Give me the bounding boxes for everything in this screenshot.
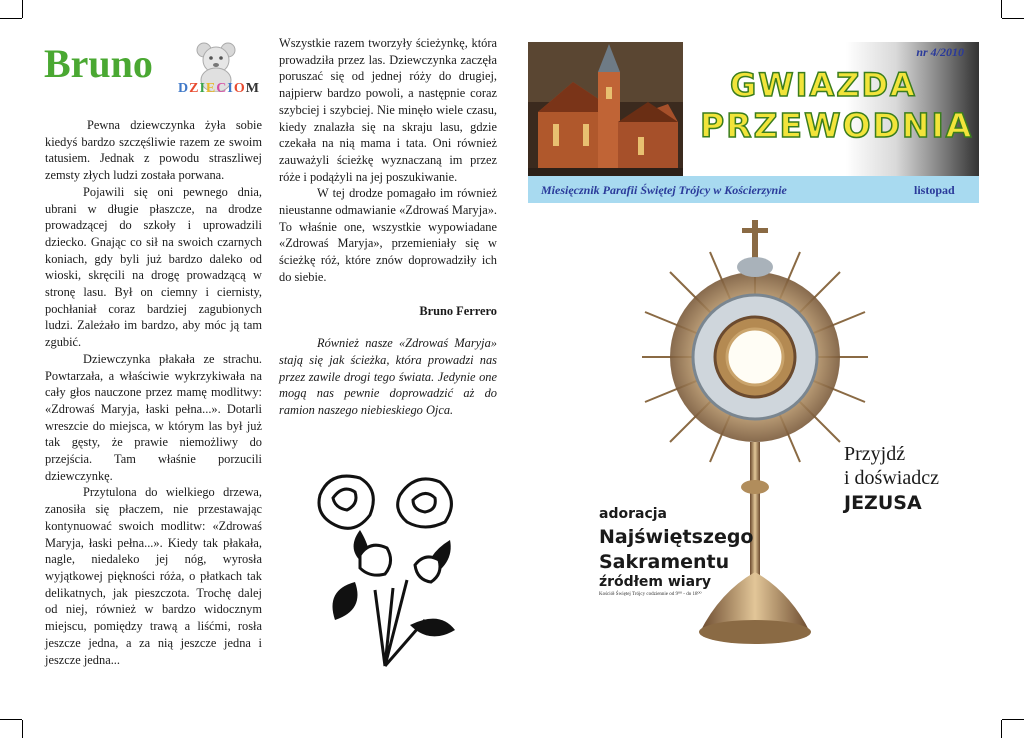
section-label-letter: C xyxy=(216,81,228,96)
roses-illustration xyxy=(315,470,465,670)
section-label-letter: E xyxy=(205,81,217,96)
section-label-letter: M xyxy=(245,81,260,96)
adoration-note: Kościół Świętej Trójcy codziennie od 9⁰⁰ - do 18⁰⁰ xyxy=(599,592,702,597)
story-author: Bruno Ferrero xyxy=(419,303,497,318)
issue-month: listopad xyxy=(914,183,955,197)
story-paragraph: Pewna dziewczynka żyła sobie kiedyś bardzo szczęśliwie razem ze swoim tatusiem. Jednak z powodu straszliwej zemsty złych ludzi została porwana. xyxy=(45,118,262,183)
magazine-subtitle: Miesięcznik Parafii Świętej Trójcy w Kościerzynie xyxy=(541,183,787,197)
adoration-line-3: Sakramentu xyxy=(599,551,730,573)
section-label-letter: Z xyxy=(189,81,200,96)
section-label-letter: I xyxy=(199,81,206,96)
invite-line-2: i doświadcz xyxy=(844,467,939,489)
church-photo xyxy=(528,42,683,176)
adoration-line-1: adoracja xyxy=(599,506,667,522)
story-paragraph: Wszystkie razem tworzyły ścieżynkę, która prowadziła przez las. Dziewczynka zaczęła poruszać się od jednej róży do drugiej, najpierw bardzo powoli, a następnie coraz szybciej i szybciej. Nie minęło wiele czasu, kiedy znalazła się na skraju lasu, gdzie czekała na nią mama i tata. Oni również zauważyli ścieżkę wyznaczaną im przez róże i podążyli na jej poszukiwanie. xyxy=(279,36,497,184)
crop-mark xyxy=(0,18,22,19)
story-column-1 xyxy=(45,117,262,668)
section-label xyxy=(178,81,260,97)
section-label-letter: D xyxy=(178,81,190,96)
story-column-2 xyxy=(279,35,497,419)
crop-mark xyxy=(22,720,23,738)
story-paragraph: Przytulona do wielkiego drzewa, zanosiła się płaczem, nie przestawając kontynuować swoich modlitw: «Zdrowaś Maryja, łaski pełna...». Kiedy tak płakała, nagle, niedaleko jej nóg, wyrosła wyjątkowej piękności róża, o płatkach tak delikatnych, jak pieszczota. Trochę dalej od niej, również w bardzo widocznym miejscu, pomiędzy trawą a liśćmi, rosła jeszcze jedna, a za nią jeszcze jedna i jeszcze jedna... xyxy=(45,485,262,667)
issue-number: nr 4/2010 xyxy=(916,45,964,59)
magazine-title-line2: PRZEWODNIA xyxy=(700,106,974,145)
adoration-line-2: Najświętszego xyxy=(599,526,754,548)
section-label-letter: O xyxy=(233,81,246,96)
crop-mark xyxy=(1001,720,1002,738)
invite-line-1: Przyjdź xyxy=(844,443,906,465)
reflection-text: Również nasze «Zdrowaś Maryja» stają się jak ścieżka, która prowadzi nas przez zawile drogi tego świata. Jedynie one mogą nas pewnie doprowadzić aż do ramion naszego niebieskiego Ojca. xyxy=(279,336,497,418)
crop-mark xyxy=(1002,719,1024,720)
crop-mark xyxy=(1002,18,1024,19)
section-label-letter: I xyxy=(227,81,234,96)
crop-mark xyxy=(22,0,23,18)
story-paragraph: W tej drodze pomagało im również nieustanne odmawianie «Zdrowaś Maryja». To właśnie one, wszystkie wypowiadane «Zdrowaś Maryja», przemieniały się w ścieżkę róż, które znów doprowadziły ich do siebie. xyxy=(279,186,497,284)
adoration-line-4: źródłem wiary xyxy=(599,574,712,590)
invite-line-3: JEZUSA xyxy=(844,492,922,514)
story-paragraph: Pojawili się oni pewnego dnia, ubrani w długie płaszcze, na drodze prowadzącej do szkoły i uprowadzili dziecko. Gnając co sił na swoich czarnych koniach, gdy byli już bardzo daleko od wioski, skręcili na drogę prowadzącą w stronę lasu. Był on ciemny i ciernisty, pochłaniał coraz bardziej zagubionych ludzi. Zależało im bardzo, aby móc ją tam zgubić. xyxy=(45,184,262,350)
magazine-title-line1: GWIAZDA xyxy=(730,66,917,104)
crop-mark xyxy=(0,719,22,720)
story-paragraph: Dziewczynka płakała ze strachu. Powtarzała, a właściwie wykrzykiwała na cały głos nauczone przez mamę modlitwy: «Zdrowaś Maryja, łaski pełna...». Dotarli wreszcie do miejsca, w którym las był już tak gęsty, że prawie niemożliwy do przejścia. Tam właśnie porzucili dziewczynkę. xyxy=(45,351,262,483)
crop-mark xyxy=(1001,0,1002,18)
page-title: Bruno xyxy=(44,41,153,86)
